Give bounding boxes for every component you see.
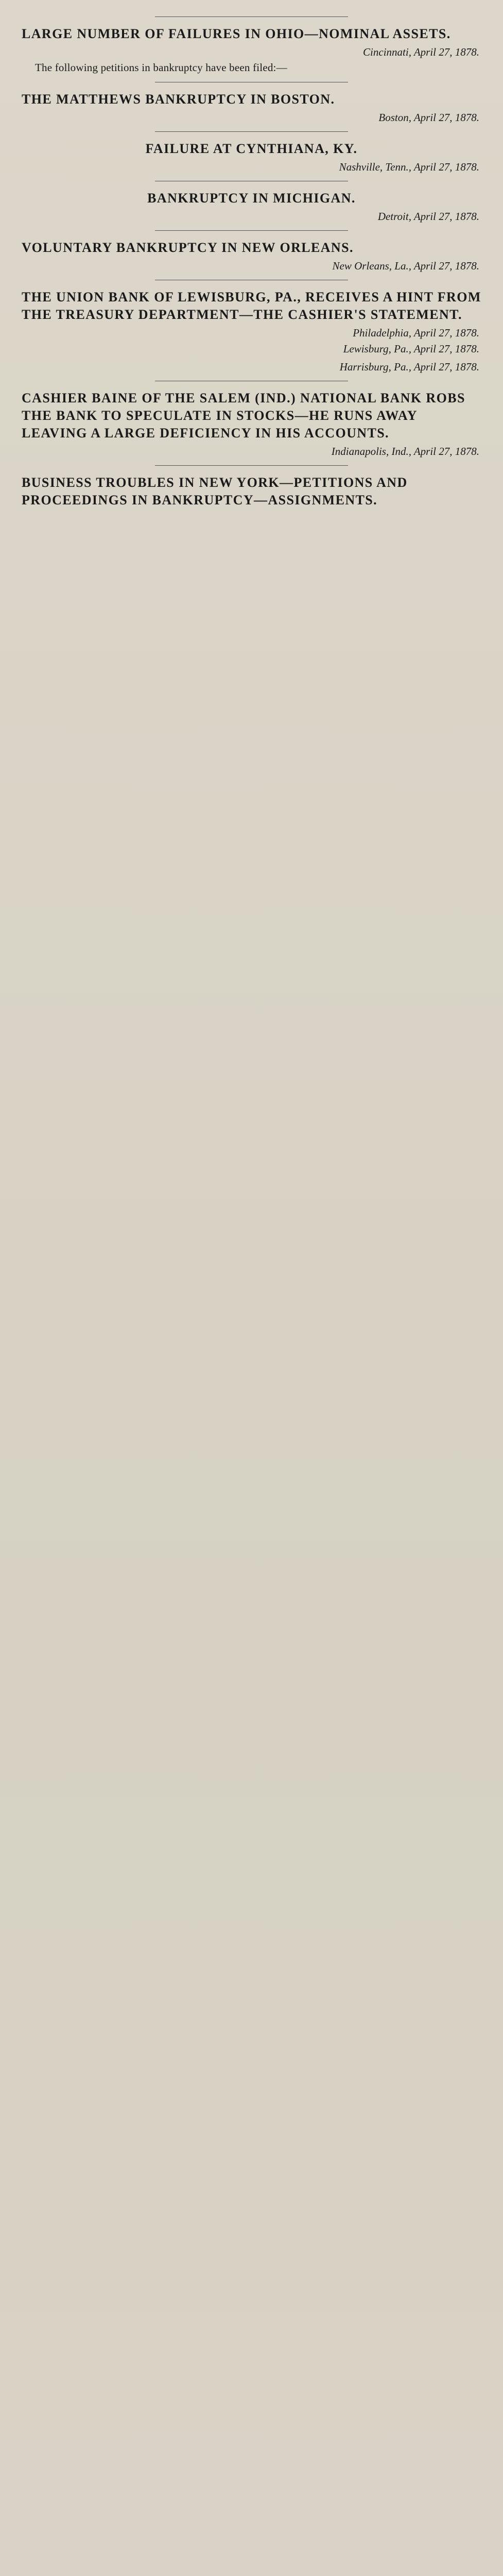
dateline: Harrisburg, Pa., April 27, 1878.	[339, 360, 479, 373]
headline: CASHIER BAINE OF THE SALEM (IND.) NATIONAL BANK ROBS THE BANK TO SPECULATE IN STOCKS—HE RUNS AWAY LEAVING A LARGE DEFICIENCY IN HIS ACCOUNTS.	[22, 390, 465, 440]
article-lewisburg	[22, 289, 481, 374]
article-ohio-failures	[22, 25, 481, 75]
dateline: Nashville, Tenn., April 27, 1878.	[339, 160, 479, 173]
dateline: Cincinnati, April 27, 1878.	[363, 46, 479, 58]
article-new-orleans	[22, 239, 481, 273]
dateline: Indianapolis, Ind., April 27, 1878.	[331, 445, 479, 457]
dateline: Boston, April 27, 1878.	[378, 111, 479, 124]
divider	[155, 230, 348, 231]
headline: BUSINESS TROUBLES IN NEW YORK—PETITIONS AND PROCEEDINGS IN BANKRUPTCY—ASSIGNMENTS.	[22, 474, 408, 507]
dateline: Detroit, April 27, 1878.	[377, 210, 479, 223]
headline: VOLUNTARY BANKRUPTCY IN NEW ORLEANS.	[22, 240, 354, 255]
headline: THE UNION BANK OF LEWISBURG, PA., RECEIVES A HINT FROM THE TREASURY DEPARTMENT—THE CASHIER'S STATEMENT.	[22, 289, 481, 322]
headline: FAILURE AT CYNTHIANA, KY.	[145, 141, 358, 156]
article-cynthiana	[22, 140, 481, 174]
article-michigan	[22, 190, 481, 223]
article-boston	[22, 91, 481, 124]
article-salem	[22, 389, 481, 458]
dateline: New Orleans, La., April 27, 1878.	[332, 259, 479, 272]
divider	[155, 16, 348, 17]
article-column	[22, 16, 481, 509]
divider	[155, 131, 348, 132]
headline: BANKRUPTCY IN MICHIGAN.	[147, 190, 356, 206]
paragraph: The following petitions in bankruptcy have been filed:—	[35, 61, 287, 74]
dateline: Philadelphia, April 27, 1878.	[353, 326, 479, 339]
article-new-york	[22, 474, 481, 509]
headline: LARGE NUMBER OF FAILURES IN OHIO—NOMINAL ASSETS.	[22, 26, 451, 41]
quote-dateline: Lewisburg, Pa., April 27, 1878.	[343, 342, 479, 355]
headline: THE MATTHEWS BANKRUPTCY IN BOSTON.	[22, 91, 335, 107]
divider	[155, 465, 348, 466]
